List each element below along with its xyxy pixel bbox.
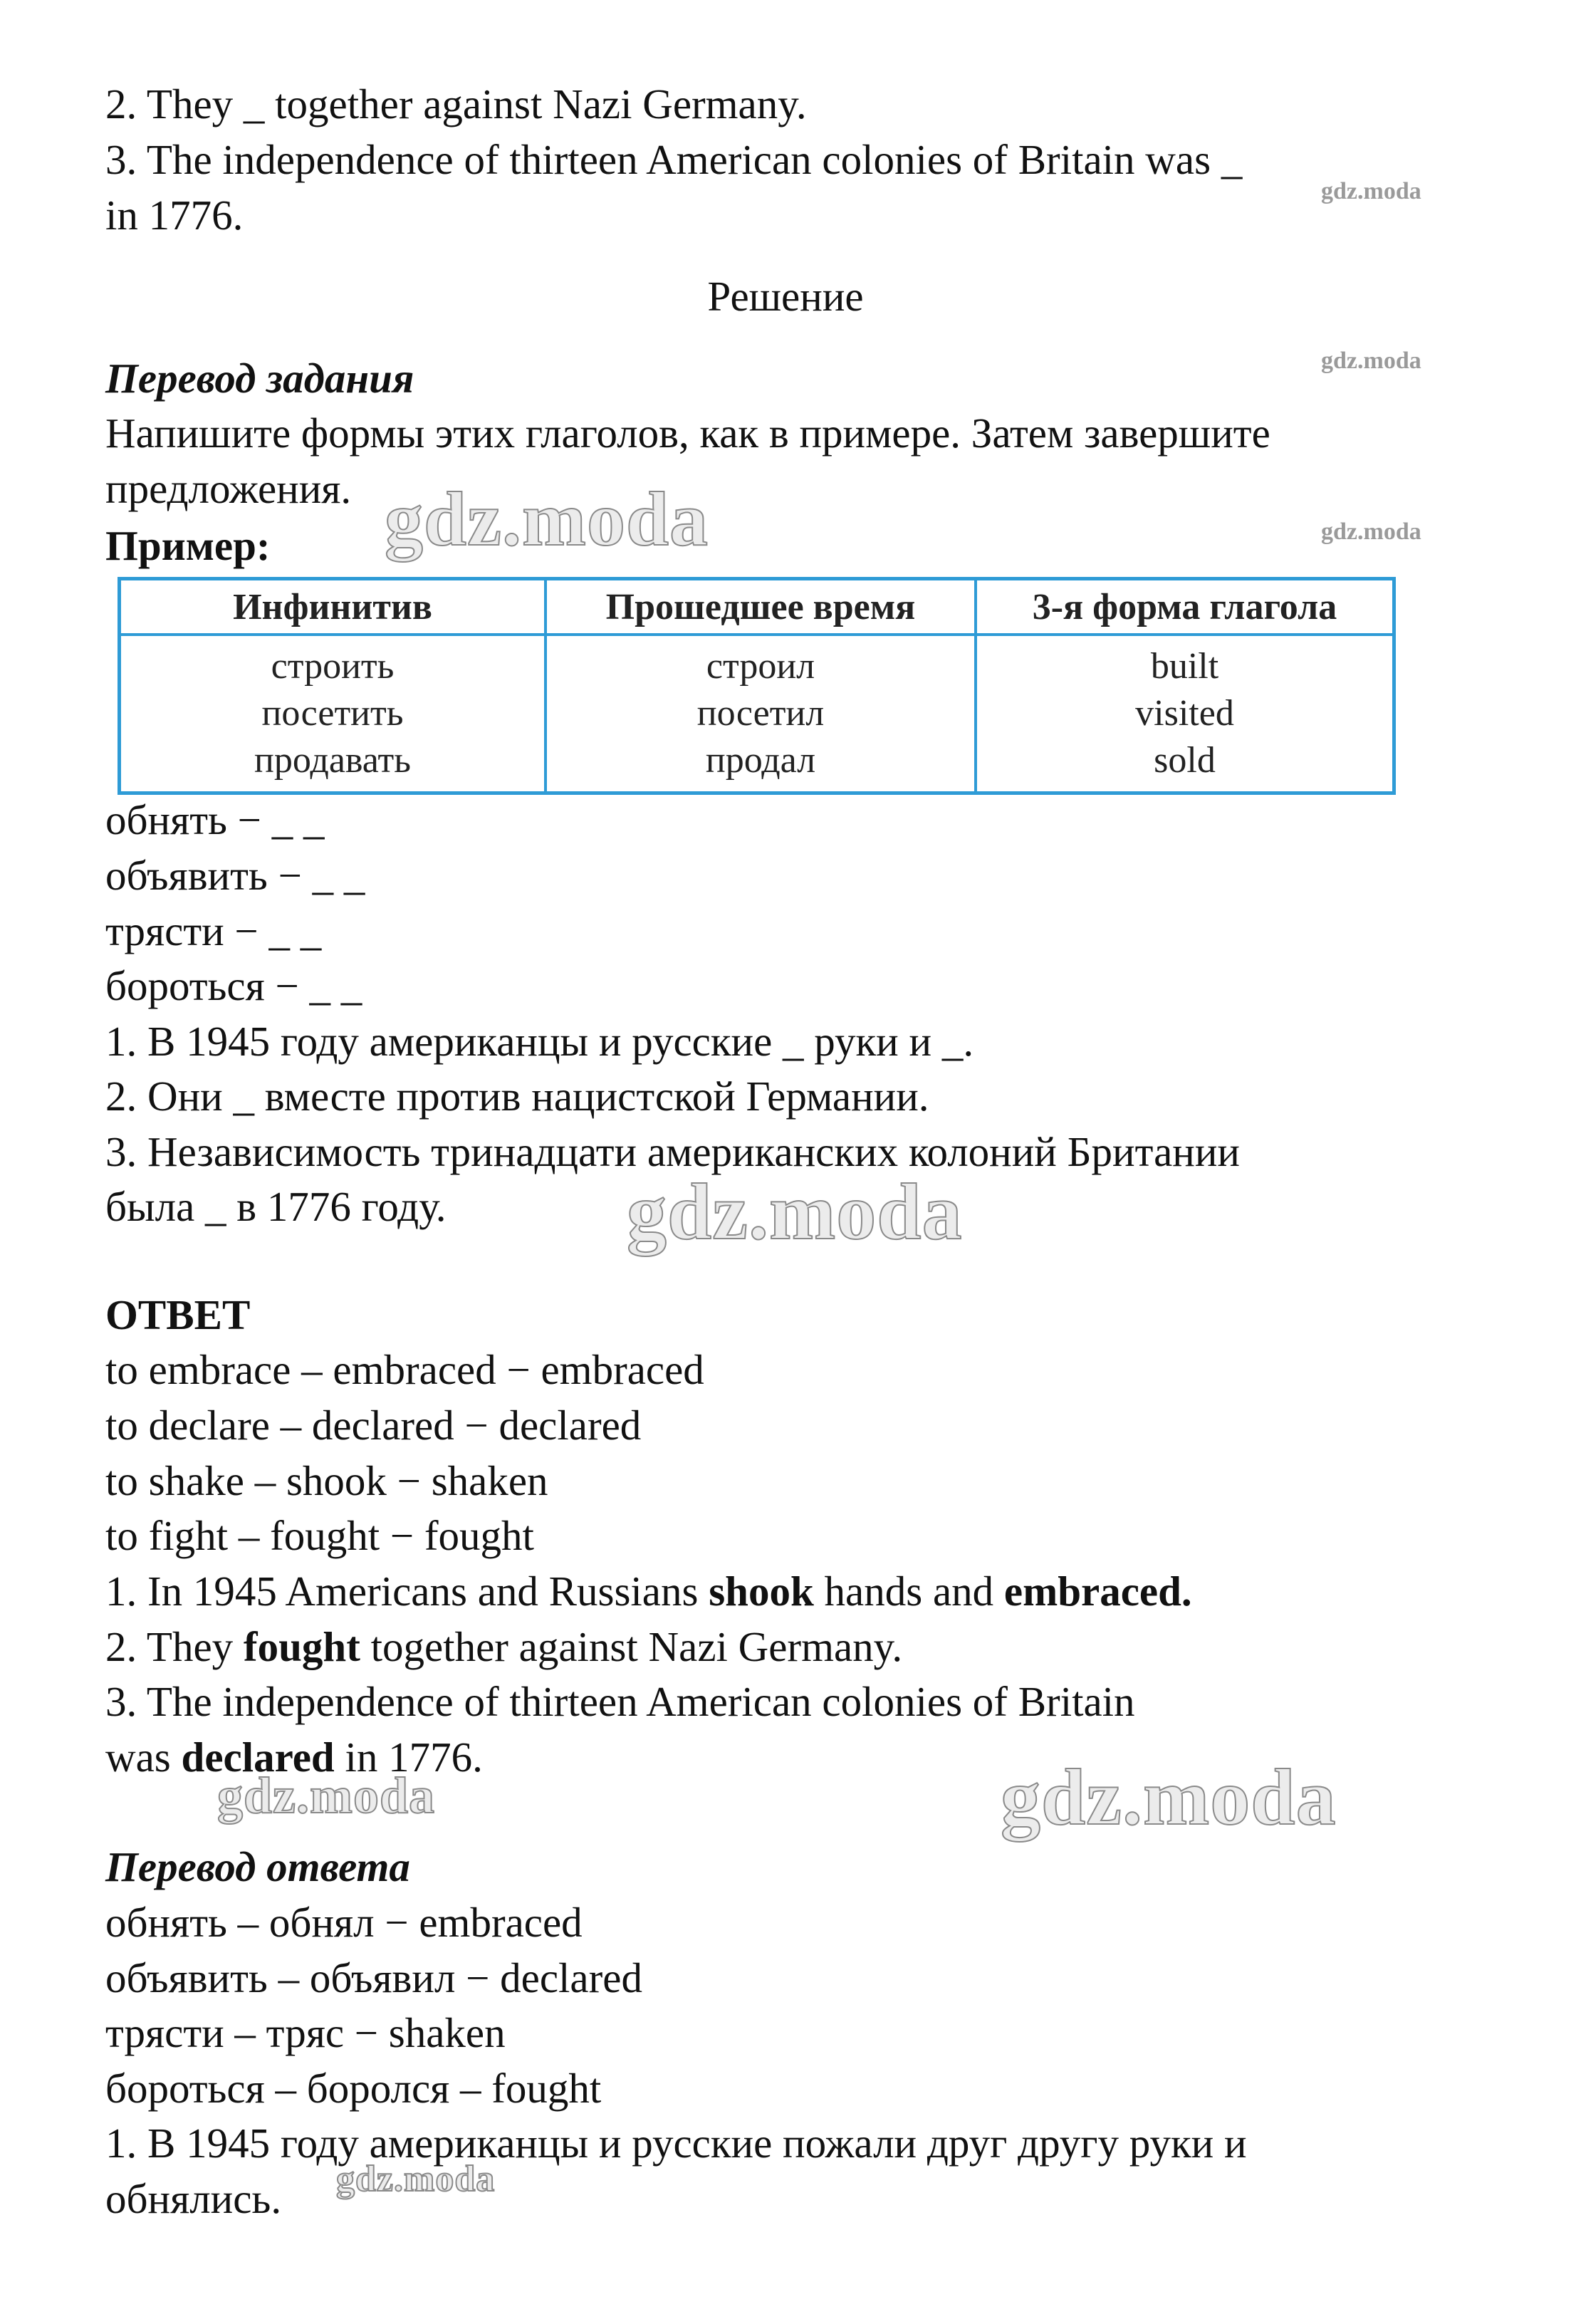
table-header: Инфинитив [120, 579, 546, 635]
answer-word: shook [709, 1568, 814, 1615]
text-span: together against Nazi Germany. [360, 1623, 903, 1670]
table-cell [546, 635, 976, 793]
text-span: in 1776. [334, 1734, 483, 1781]
text-line: in 1776. [105, 192, 244, 239]
text-line: 1. В 1945 году американцы и русские _ руки и _. [105, 1018, 974, 1065]
cell-value: продавать [254, 740, 411, 781]
answer-heading: ОТВЕТ [105, 1291, 251, 1338]
solution-heading: Решение [707, 273, 864, 320]
answer-word: declared [181, 1734, 335, 1781]
text-line: бороться – боролся – fought [105, 2065, 602, 2112]
answer-word: embraced. [1003, 1568, 1192, 1615]
text-line: to embrace – embraced − embraced [105, 1346, 704, 1393]
cell-value: продал [705, 740, 816, 781]
text-line: to fight – fought − fought [105, 1512, 534, 1559]
watermark: gdz.moda [1321, 178, 1421, 204]
watermark: gdz.moda [336, 2159, 496, 2199]
text-line: to shake – shook − shaken [105, 1457, 548, 1504]
text-span: 1. In 1945 Americans and Russians [105, 1568, 709, 1615]
text-span: was [105, 1734, 182, 1781]
text-line: предложения. [105, 465, 352, 512]
text-line: 3. Независимость тринадцати американских колоний Британии [105, 1128, 1240, 1175]
text-line: трясти – тряс − shaken [105, 2009, 506, 2056]
text-line: 1. В 1945 году американцы и русские пожали друг другу руки и [105, 2120, 1247, 2167]
table-header: Прошедшее время [546, 579, 976, 635]
text-line: обнять − _ _ [105, 796, 325, 843]
cell-value: строил [706, 646, 815, 687]
answer-word: fought [243, 1623, 360, 1670]
cell-value: built [1150, 646, 1219, 687]
text-line: обнять – обнял − embraced [105, 1899, 583, 1946]
answer-sentence [105, 1621, 902, 1672]
watermark: gdz.moda [1321, 519, 1421, 545]
watermark: gdz.moda [385, 477, 709, 562]
table-cell [976, 635, 1394, 793]
text-line: 2. Они _ вместе против нацистской Германии. [105, 1073, 929, 1120]
text-line: бороться − _ _ [105, 962, 362, 1009]
text-line: 2. They _ together against Nazi Germany. [105, 80, 807, 127]
text-span: hands and [813, 1568, 1004, 1615]
text-line: Напишите формы этих глаголов, как в примере. Затем завершите [105, 410, 1270, 457]
watermark: gdz.moda [1321, 348, 1421, 374]
cell-value: строить [271, 646, 395, 687]
cell-value: sold [1154, 740, 1216, 781]
cell-value: посетил [696, 693, 825, 734]
example-heading: Пример: [105, 522, 271, 569]
table-header: 3-я форма глагола [976, 579, 1394, 635]
answer-translation-heading: Перевод ответа [105, 1843, 410, 1890]
watermark: gdz.moda [627, 1168, 963, 1256]
text-line: трясти − _ _ [105, 907, 322, 954]
watermark: gdz.moda [217, 1767, 436, 1824]
watermark: gdz.moda [1001, 1754, 1337, 1842]
task-translation-heading: Перевод задания [105, 355, 414, 402]
text-line: объявить – объявил − declared [105, 1954, 642, 2001]
cell-value: visited [1135, 693, 1234, 734]
text-line: объявить − _ _ [105, 852, 365, 899]
text-line: была _ в 1776 году. [105, 1183, 447, 1230]
text-line: обнялись. [105, 2175, 282, 2222]
answer-sentence [105, 1565, 1192, 1617]
table-cell [120, 635, 546, 793]
text-line: to declare – declared − declared [105, 1402, 642, 1449]
cell-value: посетить [261, 693, 404, 734]
text-line: 3. The independence of thirteen American colonies of Britain was _ [105, 136, 1243, 183]
answer-sentence: 3. The independence of thirteen American colonies of Britain [105, 1678, 1135, 1725]
example-table [118, 577, 1396, 795]
text-span: 2. They [105, 1623, 244, 1670]
